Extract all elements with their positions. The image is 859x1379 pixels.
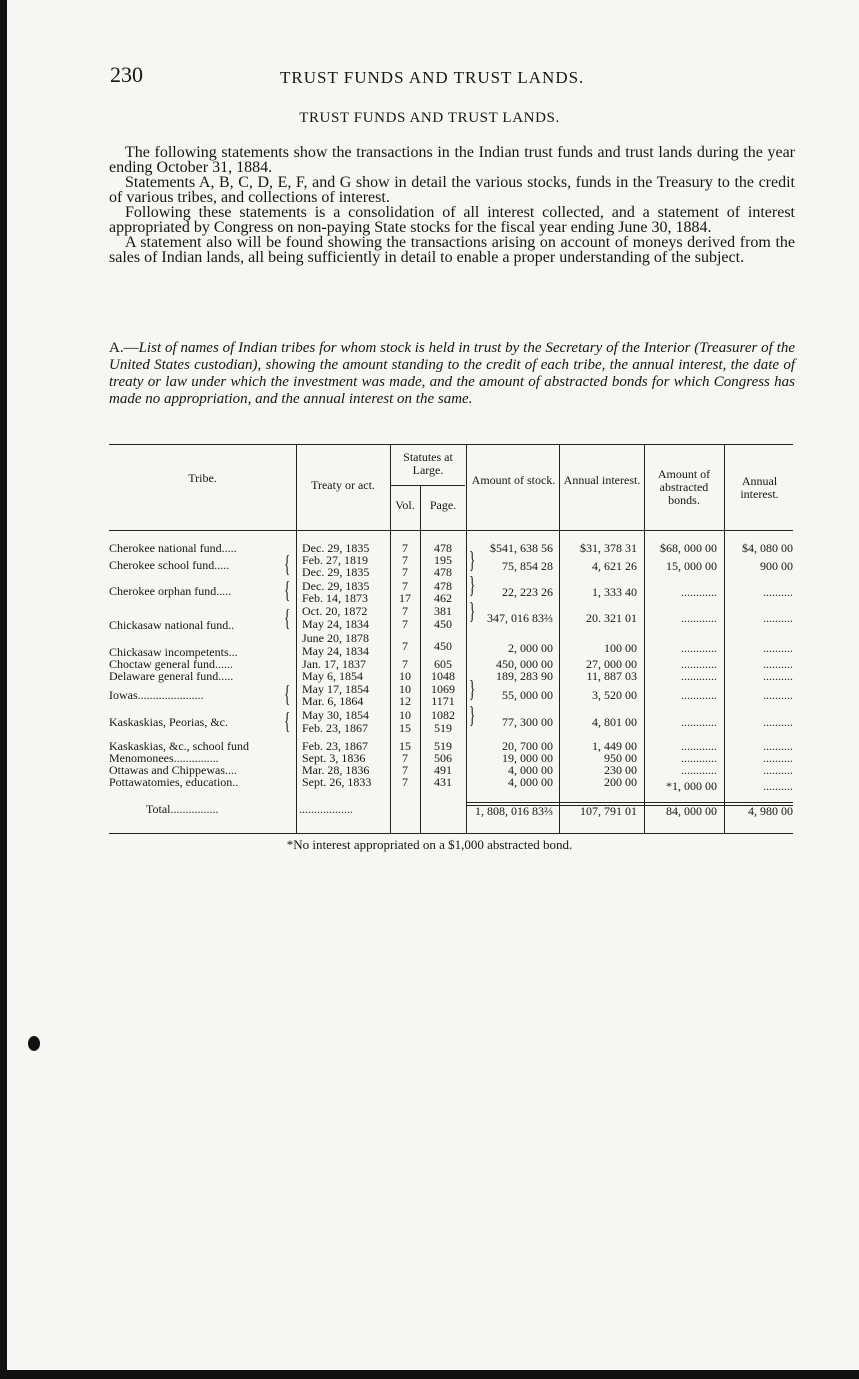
stock-amount: 20, 700 00 [502, 739, 553, 753]
abstracted-interest: .......... [763, 739, 793, 753]
treaty-date: May 6, 1854 [302, 669, 363, 683]
annual-interest: $31, 378 31 [580, 541, 637, 555]
treaty-date: Sept. 26, 1833 [302, 775, 372, 789]
treaty-date: May 30, 1854 [302, 708, 369, 722]
statute-vol: 15 [399, 721, 411, 735]
header-interest: Annual interest. [563, 473, 641, 487]
statute-vol: 7 [402, 604, 408, 618]
statute-vol: 7 [402, 763, 408, 777]
header-statutes: Statutes at Large. [403, 450, 453, 477]
annual-interest: 27, 000 00 [586, 657, 637, 671]
header-tribe: Tribe. [188, 471, 217, 485]
statute-page: 462 [434, 591, 452, 605]
abstracted-bonds: ............ [681, 669, 717, 683]
statute-vol: 10 [399, 669, 411, 683]
stock-amount: 22, 223 26 [502, 585, 553, 599]
brace-glyph: } [469, 599, 476, 625]
statute-page: 1171 [431, 694, 455, 708]
stock-amount: 4, 000 00 [508, 763, 553, 777]
treaty-date: Dec. 29, 1835 [302, 579, 370, 593]
tribe-name: Iowas...................... [109, 688, 204, 702]
scan-edge-left [0, 0, 7, 1379]
annual-interest: 950 00 [604, 751, 637, 765]
treaty-date: .................. [299, 802, 353, 816]
total-rule [467, 802, 793, 803]
annual-interest: 20. 321 01 [586, 611, 637, 625]
tribe-name: Ottawas and Chippewas.... [109, 763, 237, 777]
treaty-date: Dec. 29, 1835 [302, 541, 370, 555]
brace-glyph: { [284, 552, 291, 578]
abstracted-bonds: ............ [681, 585, 717, 599]
statute-page: 478 [434, 579, 452, 593]
caption-text: List of names of Indian tribes for whom stock is held in trust by the Secretary of the Interior (Treasurer of the United States custodian), showing the amount standing to the credit of each tribe, the annual interest, the date of treaty or law under which the investment was made, and the amount of abstracted bonds for which Congress has made no appropriation, and the annual interest on the same. [109, 340, 795, 407]
tribe-name: Menomonees............... [109, 751, 219, 765]
header-stock: Amount of stock. [471, 473, 556, 487]
brace-glyph: { [284, 578, 291, 604]
table-caption [109, 340, 795, 408]
header-treaty: Treaty or act. [311, 478, 375, 492]
section-title: TRUST FUNDS AND TRUST LANDS. [299, 110, 560, 126]
statute-page: 519 [434, 739, 452, 753]
abstracted-interest: .......... [763, 585, 793, 599]
statute-vol: 7 [402, 639, 408, 653]
treaty-date: Mar. 6, 1864 [302, 694, 364, 708]
abstracted-bonds: ............ [681, 657, 717, 671]
tribe-name: Cherokee school fund..... [109, 558, 230, 572]
brace-glyph: { [284, 709, 291, 735]
statute-page: 450 [434, 639, 452, 653]
statute-vol: 7 [402, 565, 408, 579]
annual-interest: 100 00 [604, 641, 637, 655]
statute-page: 519 [434, 721, 452, 735]
abstracted-bonds: ............ [681, 641, 717, 655]
statute-vol: 15 [399, 739, 411, 753]
tribe-name: Choctaw general fund...... [109, 657, 233, 671]
stock-amount: 2, 000 00 [508, 641, 553, 655]
header-bottom-rule [109, 530, 793, 531]
brace-glyph: } [469, 677, 476, 703]
treaty-date: June 20, 1878 [302, 631, 369, 645]
intro-text [109, 145, 795, 265]
table-bottom-rule [109, 833, 793, 834]
abstracted-interest: .......... [763, 657, 793, 671]
intro-paragraph: The following statements show the transactions in the Indian trust funds and trust lands during the year ending October 31, 1884. [109, 144, 795, 176]
treaty-date: Jan. 17, 1837 [302, 657, 366, 671]
statute-vol: 7 [402, 657, 408, 671]
annual-interest: 4, 621 26 [592, 559, 637, 573]
stock-amount: 347, 016 83⅔ [487, 611, 553, 625]
brace-glyph: { [284, 606, 291, 632]
statute-page: 450 [434, 617, 452, 631]
trust-stock-table [109, 444, 793, 834]
tribe-name: Cherokee national fund..... [109, 541, 237, 555]
abstracted-bonds: 15, 000 00 [666, 559, 717, 573]
tribe-name: Kaskaskias, Peorias, &c. [109, 715, 228, 729]
treaty-date: Dec. 29, 1835 [302, 565, 370, 579]
abstracted-interest: .......... [763, 669, 793, 683]
total-label: Total................ [146, 802, 219, 816]
annual-interest: 4, 801 00 [592, 715, 637, 729]
abstracted-bonds: $68, 000 00 [660, 541, 717, 555]
abstracted-interest: 900 00 [760, 559, 793, 573]
caption-lead: A.— [109, 340, 139, 356]
statute-vol: 7 [402, 579, 408, 593]
stock-amount: 450, 000 00 [496, 657, 553, 671]
abstracted-bonds: ............ [681, 611, 717, 625]
total-interest: 107, 791 01 [580, 804, 637, 818]
statute-page: 1048 [431, 669, 455, 683]
header-vol: Vol. [395, 498, 415, 512]
scan-edge-bottom [0, 1370, 859, 1379]
stock-amount: 4, 000 00 [508, 775, 553, 789]
tribe-name: Chickasaw incompetents... [109, 645, 238, 659]
stock-amount: 189, 283 90 [496, 669, 553, 683]
abstracted-interest: $4, 080 00 [742, 541, 793, 555]
treaty-date: Oct. 20, 1872 [302, 604, 368, 618]
page-number: 230 [110, 62, 143, 87]
treaty-date: Feb. 23, 1867 [302, 721, 368, 735]
header-annual: Annual interest. [740, 474, 779, 501]
annual-interest: 200 00 [604, 775, 637, 789]
running-head: TRUST FUNDS AND TRUST LANDS. [280, 68, 585, 87]
tribe-name: Kaskaskias, &c., school fund [109, 739, 249, 753]
tribe-name: Chickasaw national fund.. [109, 618, 235, 632]
abstracted-interest: .......... [763, 763, 793, 777]
abstracted-interest: .......... [763, 751, 793, 765]
abstracted-interest: .......... [763, 715, 793, 729]
abstracted-bonds: ............ [681, 751, 717, 765]
stock-amount: 19, 000 00 [502, 751, 553, 765]
intro-paragraph: A statement also will be found showing the transactions arising on account of moneys derived from the sales of Indian lands, all being sufficiently in detail to enable a proper understanding of the subject. [109, 234, 795, 266]
stock-amount: 75, 854 28 [502, 559, 553, 573]
header-abstracted: Amount of abstracted bonds. [657, 467, 711, 507]
statute-vol: 7 [402, 617, 408, 631]
abstracted-interest: .......... [763, 611, 793, 625]
statute-vol: 7 [402, 553, 408, 567]
treaty-date: Feb. 14, 1873 [302, 591, 368, 605]
abstracted-bonds: ............ [681, 763, 717, 777]
total-abstracted: 84, 000 00 [666, 804, 717, 818]
tribe-name: Delaware general fund..... [109, 669, 234, 683]
statute-page: 491 [434, 763, 452, 777]
statute-page: 478 [434, 541, 452, 555]
total-abstracted-interest: 4, 980 00 [748, 804, 793, 818]
tribe-name: Pottawatomies, education.. [109, 775, 239, 789]
table-top-rule [109, 444, 793, 445]
statute-page: 506 [434, 751, 452, 765]
treaty-date: May 24, 1834 [302, 644, 369, 658]
statute-page: 1069 [431, 682, 455, 696]
intro-paragraph: Statements A, B, C, D, E, F, and G show in detail the various stocks, funds in the Treasury to the credit of various tribes, and collections of interest. [109, 174, 795, 206]
treaty-date: May 24, 1834 [302, 617, 369, 631]
annual-interest: 1, 333 40 [592, 585, 637, 599]
statute-page: 195 [434, 553, 452, 567]
treaty-date: Mar. 28, 1836 [302, 763, 370, 777]
abstracted-bonds: ............ [681, 688, 717, 702]
statute-page: 605 [434, 657, 452, 671]
annual-interest: 230 00 [604, 763, 637, 777]
annual-interest: 11, 887 03 [586, 669, 637, 683]
brace-glyph: } [469, 573, 476, 599]
treaty-date: Feb. 27, 1819 [302, 553, 368, 567]
stock-amount: $541, 638 56 [490, 541, 553, 555]
statute-vol: 7 [402, 541, 408, 555]
brace-glyph: } [469, 548, 476, 574]
statute-vol: 7 [402, 751, 408, 765]
tribe-name: Cherokee orphan fund..... [109, 584, 232, 598]
brace-glyph: { [284, 682, 291, 708]
total-stock: 1, 808, 016 83⅔ [475, 804, 553, 818]
statute-vol: 12 [399, 694, 411, 708]
annual-interest: 1, 449 00 [592, 739, 637, 753]
statute-page: 381 [434, 604, 452, 618]
statutes-rule [390, 485, 465, 486]
abstracted-interest: .......... [763, 688, 793, 702]
abstracted-bonds: ............ [681, 715, 717, 729]
abstracted-bonds: ............ [681, 739, 717, 753]
ink-blot [28, 1036, 40, 1051]
col-rule [296, 444, 297, 833]
statute-vol: 7 [402, 775, 408, 789]
footnote: *No interest appropriated on a $1,000 abstracted bond. [286, 837, 573, 852]
brace-glyph: } [469, 703, 476, 729]
header-page: Page. [429, 498, 457, 512]
statute-page: 478 [434, 565, 452, 579]
abstracted-interest: .......... [763, 641, 793, 655]
statute-vol: 10 [399, 682, 411, 696]
stock-amount: 77, 300 00 [502, 715, 553, 729]
statute-vol: 10 [399, 708, 411, 722]
treaty-date: May 17, 1854 [302, 682, 369, 696]
statute-page: 431 [434, 775, 452, 789]
intro-paragraph: Following these statements is a consolidation of all interest collected, and a statement of interest appropriated by Congress on non-paying State stocks for the fiscal year ending June 30, 1884. [109, 204, 795, 236]
annual-interest: 3, 520 00 [592, 688, 637, 702]
statute-vol: 17 [399, 591, 411, 605]
abstracted-interest: .......... [763, 779, 793, 793]
stock-amount: 55, 000 00 [502, 688, 553, 702]
abstracted-bonds: *1, 000 00 [666, 779, 717, 793]
treaty-date: Feb. 23, 1867 [302, 739, 368, 753]
treaty-date: Sept. 3, 1836 [302, 751, 366, 765]
statute-page: 1082 [431, 708, 455, 722]
